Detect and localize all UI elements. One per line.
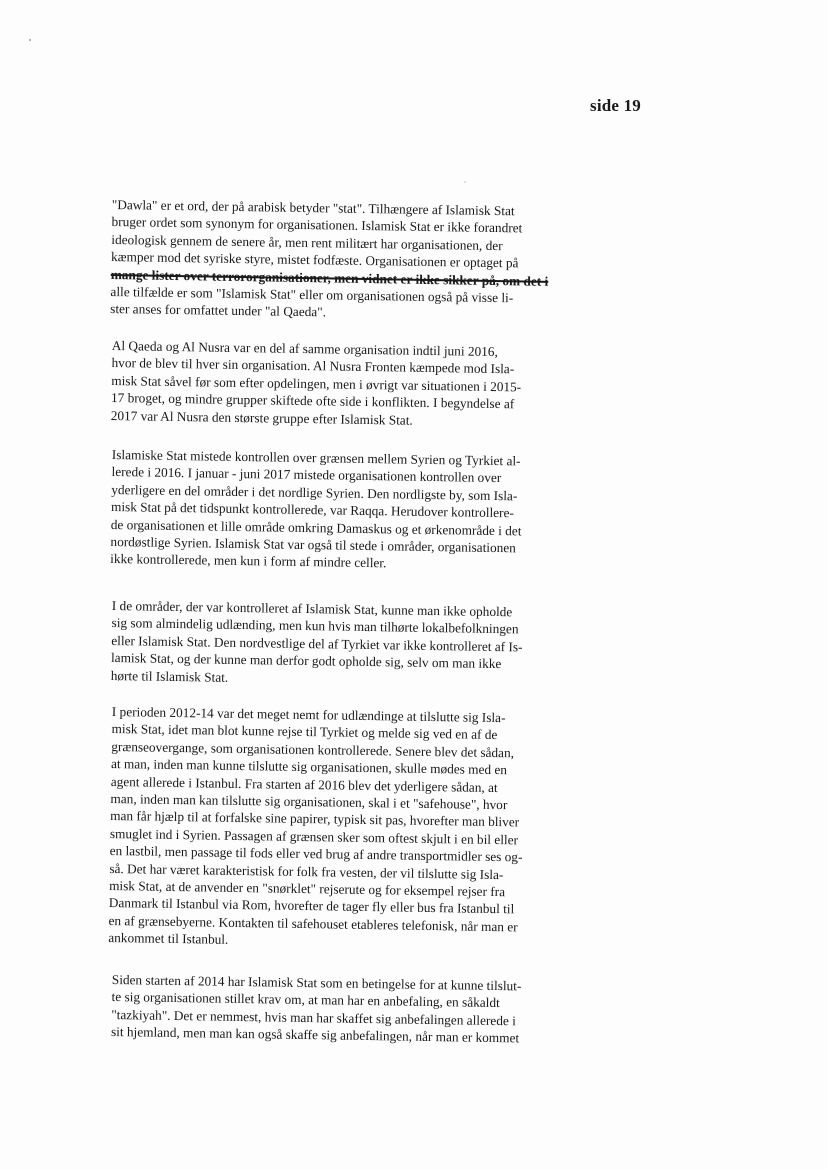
text-line: 2017 var Al Nusra den største gruppe efter Islamisk Stat. (110, 407, 413, 428)
paragraph-joining-process (108, 703, 582, 954)
text-line: Al Qaeda og Al Nusra var en del af samme organisation indtil juni 2016, (111, 337, 498, 360)
text-line: agent allerede i Istanbul. Fra starten af 2016 blev det yderligere sådan, at (110, 773, 498, 795)
scan-speck (464, 181, 466, 183)
text-line: en af grænsebyerne. Kontakten til safehouset etableres telefonisk, når man er (108, 912, 518, 935)
text-line: grænseovergange, som organisationen kontrollerede. Senere blev det sådan, (111, 738, 515, 761)
text-line: "tazkiyah". Det er nemmest, hvis man har skaffet sig anbefalingen allerede i (111, 1006, 516, 1029)
text-line: ikke kontrollerede, men kun i form af mindre celler. (110, 551, 387, 571)
text-line: misk Stat på det tidspunkt kontrollerede, var Raqqa. Herudover kontrollere- (110, 499, 514, 521)
scan-speck (29, 39, 31, 41)
text-line: man får hjælp til at forfalske sine papirer, typisk sit pas, hvorefter man bliver (110, 808, 520, 830)
text-line: smuglet ind i Syrien. Passagen af grænsen sker som oftest skjult i en bil eller (109, 825, 519, 848)
paragraph-dawla (110, 196, 582, 325)
text-line: Islamiske Stat mistede kontrollen over grænsen mellem Syrien og Tyrkiet al- (111, 446, 521, 469)
text-line: I de områder, der var kontrolleret af Islamisk Stat, kunne man ikke opholde (111, 597, 513, 620)
text-line: ster anses for omfattet under "al Qaeda". (110, 301, 327, 320)
text-line: misk Stat, idet man blot kunne rejse til Tyrkiet og melde sig ved en af de (111, 721, 498, 743)
text-line: sig som almindelig udlænding, men kun hvis man tilhørte lokalbefolkningen (111, 615, 519, 637)
text-line: ankommet til Istanbul. (108, 930, 229, 948)
text-line: Danmark til Istanbul via Rom, hvorefter de tager fly eller bus fra Istanbul til (108, 895, 515, 917)
paragraph-al-qaeda (111, 337, 582, 431)
text-line: alle tilfælde er som "Islamisk Stat" eller om organisationen også på visse li- (110, 284, 514, 306)
text-line: misk Stat såvel før som efter opdelingen, men i øvrigt var situationen i 2015- (111, 372, 522, 395)
text-line: yderligere en del områder i det nordlige Syrien. Den nordligste by, som Isla- (111, 481, 518, 504)
text-line: at man, inden man kunne tilslutte sig organisationen, skulle mødes med en (110, 756, 508, 778)
paragraph-border-control (110, 446, 582, 575)
text-line: man, inden man kan tilslutte sig organisationen, skal i et "safehouse", hvor (110, 791, 508, 813)
text-line: lerede i 2016. I januar - juni 2017 mistede organisationen kontrollen over (111, 464, 502, 486)
text-line: "Dawla" er et ord, der på arabisk betyder "stat". Tilhængere af Islamisk Stat (111, 196, 515, 219)
text-line: bruger ordet som synonym for organisationen. Islamisk Stat er ikke forandret (111, 214, 523, 236)
paragraph-recommendation (111, 971, 582, 1048)
text-line: de organisationen et lille område omkring Damaskus og et ørkenområde i det (110, 516, 522, 539)
text-line: misk Stat, at de anvender en "snørklet" rejserute og for eksempel rejser fra (109, 878, 506, 900)
text-line: te sig organisationen stillet krav om, at man har en anbefaling, en såkaldt (111, 989, 500, 1011)
paragraph-controlled-areas (111, 597, 582, 691)
text-line: hørte til Islamisk Stat. (110, 667, 229, 685)
text-line: sit hjemland, men man kan også skaffe sig anbefalingen, når man er kommet (110, 1024, 520, 1046)
text-line: kæmper mod det syriske styre, mistet fodfæste. Organisationen er optaget på (110, 249, 519, 271)
text-line: I perioden 2012-14 var det meget nemt for udlændinge at tilslutte sig Isla- (111, 703, 506, 726)
text-line: eller Islamisk Stat. Den nordvestlige del af Tyrkiet var ikke kontrolleret af Is- (111, 632, 523, 655)
text-line: hvor de blev til hver sin organisation. Al Nusra Fronten kæmpede mod Isla- (111, 355, 515, 377)
text-line: ideologisk gennem de senere år, men rent militært har organisationen, der (111, 231, 503, 253)
struck-through-line: mange lister over terrororganisationer, men vidnet er ikke sikker på, om det i (110, 266, 549, 289)
text-line: nordøstlige Syrien. Islamisk Stat var også til stede i områder, organisationen (110, 534, 517, 556)
text-line: så. Det har været karakteristisk for folk fra vesten, der vil tilslutte sig Isla- (109, 860, 504, 882)
text-line: 17 broget, og mindre grupper skiftede ofte side i konflikten. I begyndelse af (110, 390, 515, 412)
page-number: side 19 (590, 96, 641, 115)
text-line: lamisk Stat, og der kunne man derfor godt opholde sig, selv om man ikke (110, 650, 502, 672)
text-line: en lastbil, men passage til fods eller ved brug af andre transportmidler ses og- (109, 843, 523, 865)
text-line: Siden starten af 2014 har Islamisk Stat som en betingelse for at kunne tilslut- (111, 971, 522, 994)
